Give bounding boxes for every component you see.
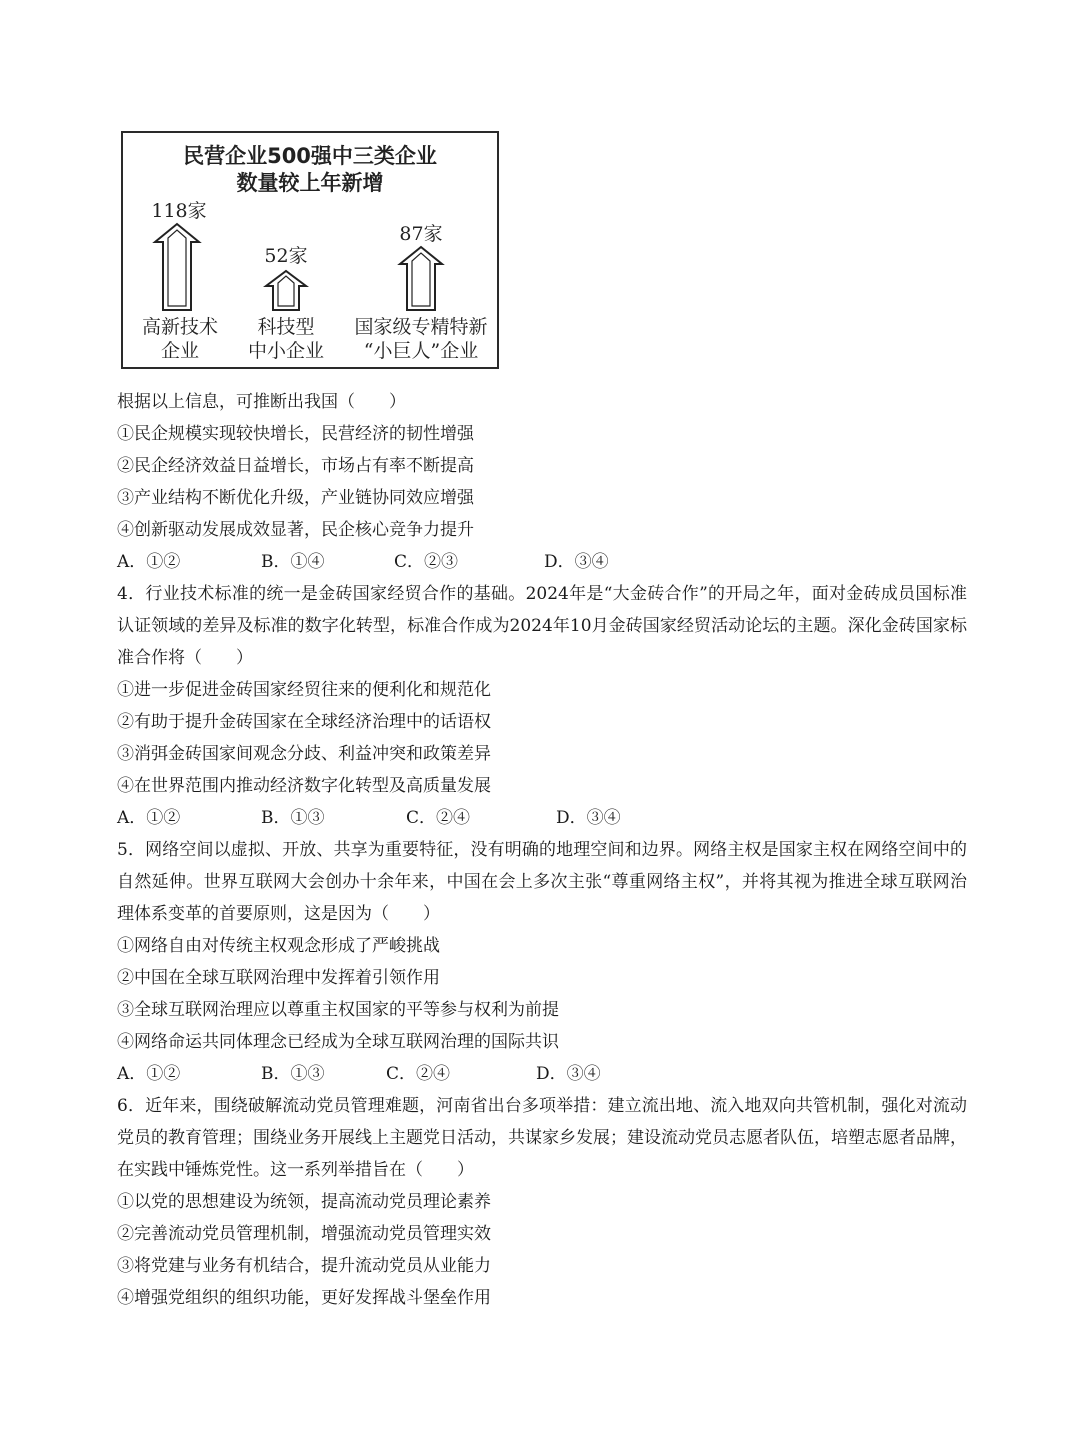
- q5-options: [117, 1058, 977, 1090]
- q3-item-1: ①民企规模实现较快增长，民营经济的韧性增强: [117, 424, 474, 444]
- category-label-little-giant-2: “小巨人”企业: [363, 340, 479, 362]
- q4-item-4: ④在世界范围内推动经济数字化转型及高质量发展: [117, 776, 491, 796]
- q5-item-4: ④网络命运共同体理念已经成为全球互联网治理的国际共识: [117, 1032, 559, 1052]
- infographic-arrows: [123, 133, 499, 369]
- q4-option-c[interactable]: C．②④: [406, 808, 471, 828]
- q3-option-c[interactable]: C．②③: [394, 552, 459, 572]
- q6-item-4: ④增强党组织的组织功能，更好发挥战斗堡垒作用: [117, 1288, 491, 1308]
- q4-item-2: ②有助于提升金砖国家在全球经济治理中的话语权: [117, 712, 491, 732]
- q6-item-3: ③将党建与业务有机结合，提升流动党员从业能力: [117, 1256, 491, 1276]
- q4-item-3: ③消弭金砖国家间观念分歧、利益冲突和政策差异: [117, 744, 491, 764]
- q3-options: [117, 546, 977, 578]
- category-label-high-tech-1: 高新技术: [141, 316, 219, 338]
- value-label-little-giant: 87家: [399, 223, 443, 245]
- q6-item-1: ①以党的思想建设为统领，提高流动党员理论素养: [117, 1192, 491, 1212]
- q4-option-b[interactable]: B．①③: [261, 808, 325, 828]
- q4-option-d[interactable]: D．③④: [556, 808, 621, 828]
- q5-option-b[interactable]: B．①③: [261, 1064, 325, 1084]
- arrow-tech-sme: [266, 271, 306, 310]
- arrow-high-tech: [155, 224, 199, 310]
- value-label-tech-sme: 52家: [264, 245, 308, 267]
- q5-option-a[interactable]: A．①②: [117, 1064, 181, 1084]
- q4-options: [117, 802, 977, 834]
- value-label-high-tech: 118家: [151, 200, 207, 222]
- q3-option-a[interactable]: A．①②: [117, 552, 181, 572]
- infographic-box: [121, 131, 499, 369]
- category-label-tech-sme-1: 科技型: [257, 316, 315, 338]
- q3-option-d[interactable]: D．③④: [544, 552, 609, 572]
- questions-body: [117, 386, 977, 1314]
- q4-option-a[interactable]: A．①②: [117, 808, 181, 828]
- q3-item-4: ④创新驱动发展成效显著，民企核心竞争力提升: [117, 520, 474, 540]
- q5-option-d[interactable]: D．③④: [536, 1064, 601, 1084]
- infographic-title-line2: 数量较上年新增: [236, 171, 384, 195]
- q3-option-b[interactable]: B．①④: [261, 552, 325, 572]
- q4-stem: 4．行业技术标准的统一是金砖国家经贸合作的基础。2024年是“大金砖合作”的开局之年，面对金砖成员国标准认证领域的差异及标准的数字化转型，标准合作成为2024年10月金砖国家经贸活动论坛的主题。深化金砖国家标准合作将（ ）: [117, 584, 967, 668]
- arrow-little-giant: [400, 247, 442, 310]
- category-label-tech-sme-2: 中小企业: [247, 340, 325, 362]
- q3-item-3: ③产业结构不断优化升级，产业链协同效应增强: [117, 488, 474, 508]
- q3-stem: 根据以上信息，可推断出我国（ ）: [117, 392, 406, 412]
- q3-item-2: ②民企经济效益日益增长，市场占有率不断提高: [117, 456, 474, 476]
- infographic-title-line1: 民营企业500强中三类企业: [183, 144, 437, 168]
- q6-stem: 6．近年来，围绕破解流动党员管理难题，河南省出台多项举措：建立流出地、流入地双向共管机制，强化对流动党员的教育管理；围绕业务开展线上主题党日活动，共谋家乡发展；建设流动党员志愿者队伍，培塑志愿者品牌，在实践中锤炼党性。这一系列举措旨在（ ）: [117, 1096, 967, 1180]
- q6-item-2: ②完善流动党员管理机制，增强流动党员管理实效: [117, 1224, 491, 1244]
- q4-item-1: ①进一步促进金砖国家经贸往来的便利化和规范化: [117, 680, 491, 700]
- category-label-little-giant-1: 国家级专精特新: [354, 316, 488, 338]
- category-label-high-tech-2: 企业: [160, 340, 200, 362]
- q5-item-1: ①网络自由对传统主权观念形成了严峻挑战: [117, 936, 440, 956]
- q5-option-c[interactable]: C．②④: [386, 1064, 451, 1084]
- q5-item-3: ③全球互联网治理应以尊重主权国家的平等参与权利为前提: [117, 1000, 559, 1020]
- q5-stem: 5．网络空间以虚拟、开放、共享为重要特征，没有明确的地理空间和边界。网络主权是国家主权在网络空间中的自然延伸。世界互联网大会创办十余年来，中国在会上多次主张“尊重网络主权”，并将其视为推进全球互联网治理体系变革的首要原则，这是因为（ ）: [117, 840, 967, 924]
- q5-item-2: ②中国在全球互联网治理中发挥着引领作用: [117, 968, 440, 988]
